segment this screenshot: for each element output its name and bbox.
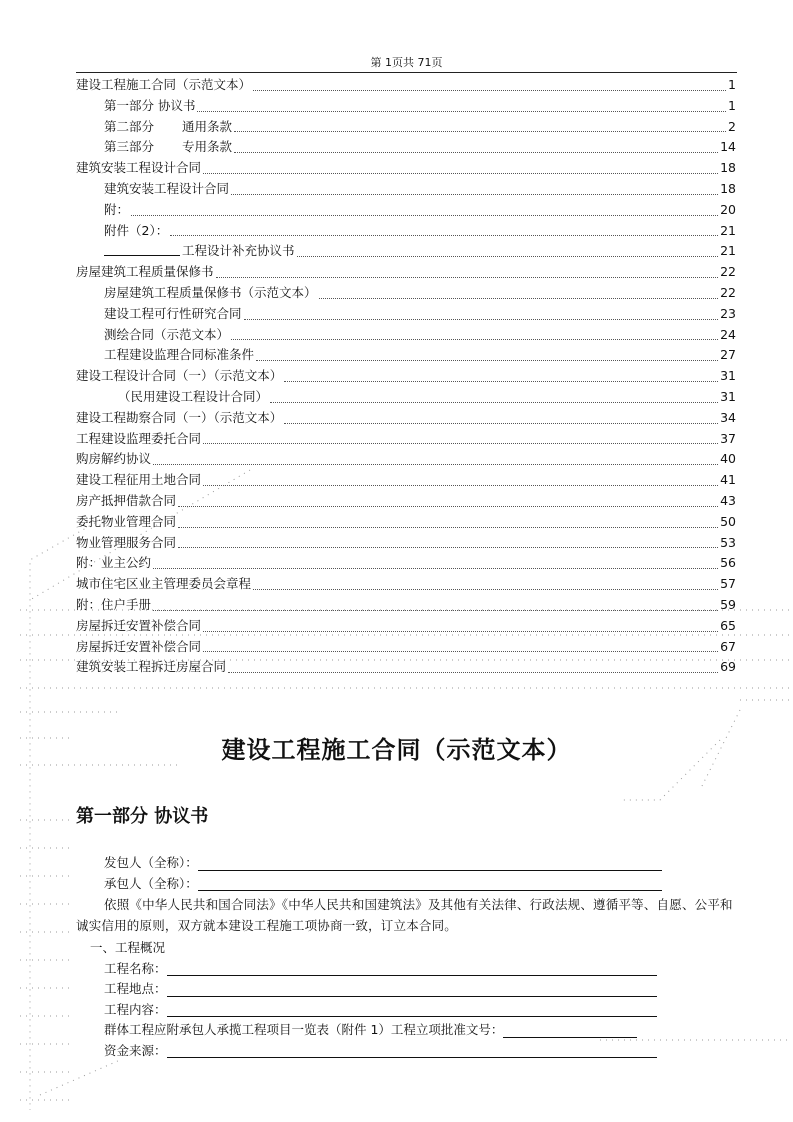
toc-page-number: 65 — [720, 617, 736, 633]
toc-page-number: 43 — [720, 492, 736, 508]
project-location-label: 工程地点： — [104, 981, 167, 996]
toc-entry-title-text: 房屋拆迁安置补偿合同 — [76, 638, 202, 654]
toc-entry[interactable] — [76, 345, 736, 366]
toc-entry-title — [118, 387, 268, 408]
toc-dot-leader — [231, 338, 718, 340]
toc-page-number: 21 — [720, 222, 736, 238]
toc-page-number: 31 — [720, 368, 736, 384]
page-header — [76, 56, 737, 73]
contractor-label: 承包人（全称）： — [104, 875, 198, 891]
toc-page-number: 56 — [720, 555, 736, 571]
toc-entry-title-text: （民用建设工程设计合同） — [118, 388, 269, 404]
project-name-blank[interactable] — [167, 961, 657, 976]
toc-entry-title — [76, 470, 201, 491]
project-content-line — [76, 1000, 736, 1021]
employer-blank[interactable] — [198, 856, 662, 871]
toc-dot-leader — [234, 151, 718, 153]
employer-line — [76, 853, 736, 874]
group-project-line — [76, 1020, 736, 1041]
toc-page-number: 34 — [720, 409, 736, 425]
toc-entry-title-text: 建设工程勘察合同（一）（示范文本） — [76, 409, 283, 425]
toc-dot-leader — [253, 588, 718, 590]
toc-dot-leader — [203, 650, 718, 652]
toc-dot-leader — [170, 234, 718, 236]
toc-entry-title-text: 建筑安装工程拆迁房屋合同 — [76, 659, 227, 675]
toc-entry-title-text: 附：住户手册 — [76, 596, 152, 612]
toc-entry-title — [76, 637, 201, 658]
toc-entry-title-text: 工程建设监理合同标准条件 — [104, 347, 255, 363]
toc-dot-leader — [153, 567, 718, 569]
toc-entry[interactable] — [76, 595, 736, 616]
toc-entry[interactable] — [76, 449, 736, 470]
toc-entry-title-text: 通用条款 — [182, 118, 233, 134]
toc-entry-title — [104, 221, 168, 242]
approval-number-blank[interactable] — [503, 1023, 637, 1038]
toc-page-number: 59 — [720, 596, 736, 612]
toc-dot-leader — [244, 318, 719, 320]
toc-page-number: 50 — [720, 513, 736, 529]
toc-entry[interactable] — [76, 470, 736, 491]
toc-entry-title-text: 附：业主公约 — [76, 555, 152, 571]
toc-page-number: 53 — [720, 534, 736, 550]
toc-dot-leader — [178, 526, 718, 528]
toc-entry[interactable] — [76, 75, 736, 96]
group-project-label: 群体工程应附承包人承揽工程项目一览表（附件 1）工程立项批准文号： — [104, 1022, 504, 1037]
toc-dot-leader — [178, 505, 718, 507]
toc-entry-title-text: 城市住宅区业主管理委员会章程 — [76, 576, 252, 592]
toc-entry-title — [104, 345, 254, 366]
toc-entry-title — [76, 574, 251, 595]
page-indicator: 第 1页共 71页 — [370, 56, 443, 69]
toc-dot-leader — [284, 380, 718, 382]
toc-page-number: 40 — [720, 451, 736, 467]
employer-label: 发包人（全称）： — [104, 855, 198, 870]
agreement-body — [76, 853, 736, 1061]
toc-entry[interactable] — [76, 137, 736, 158]
funding-source-blank[interactable] — [167, 1043, 657, 1058]
toc-dot-leader — [197, 110, 726, 112]
toc-entry-title-text: 建筑安装工程设计合同 — [76, 160, 202, 176]
contractor-blank[interactable] — [198, 876, 662, 891]
toc-entry[interactable] — [76, 512, 736, 533]
toc-entry-title — [104, 96, 195, 117]
toc-entry-title — [76, 512, 176, 533]
toc-page-number: 22 — [720, 264, 736, 280]
toc-dot-leader — [203, 442, 718, 444]
toc-entry-title — [76, 616, 201, 637]
toc-entry-title — [104, 325, 229, 346]
toc-entry[interactable] — [76, 158, 736, 179]
toc-entry[interactable] — [76, 553, 736, 574]
toc-entry-title — [76, 449, 151, 470]
toc-dot-leader — [231, 193, 718, 195]
toc-entry-title-text: 工程建设监理委托合同 — [76, 430, 202, 446]
toc-entry-title-text: 房产抵押借款合同 — [76, 492, 177, 508]
toc-entry[interactable] — [76, 574, 736, 595]
toc-entry-title-text: 建设工程设计合同（一）（示范文本） — [76, 368, 283, 384]
toc-entry-title-text: 第三部分 — [104, 139, 155, 155]
toc-page-number: 67 — [720, 638, 736, 654]
toc-entry-title — [104, 117, 232, 138]
toc-dot-leader — [256, 359, 718, 361]
toc-entry[interactable] — [76, 221, 736, 242]
toc-entry-title — [76, 408, 282, 429]
toc-entry-title — [76, 553, 151, 574]
toc-entry[interactable] — [76, 117, 736, 138]
toc-entry-title-text: 附件（2）： — [104, 222, 169, 238]
toc-page-number: 57 — [720, 576, 736, 592]
project-content-blank[interactable] — [167, 1002, 657, 1017]
toc-entry[interactable] — [76, 304, 736, 325]
toc-entry-title — [76, 366, 282, 387]
toc-page-number: 69 — [720, 659, 736, 675]
toc-entry[interactable] — [76, 387, 736, 408]
toc-entry[interactable] — [76, 241, 736, 262]
toc-entry-title — [104, 200, 129, 221]
toc-page-number: 37 — [720, 430, 736, 446]
toc-entry-title-text: 建设工程可行性研究合同 — [104, 305, 242, 321]
toc-entry-title-text: 工程设计补充协议书 — [182, 243, 295, 259]
toc-entry-title-text: 第二部分 — [104, 118, 155, 134]
funding-source-label: 资金来源： — [104, 1042, 167, 1058]
toc-page-number: 1 — [728, 97, 736, 113]
toc-dot-leader — [153, 609, 718, 611]
toc-entry-title — [104, 241, 295, 262]
toc-page-number: 21 — [720, 243, 736, 259]
toc-dot-leader — [234, 130, 726, 132]
toc-entry-title-text: 建设工程施工合同（示范文本） — [76, 77, 252, 92]
toc-dot-leader — [319, 297, 719, 299]
toc-dot-leader — [131, 214, 718, 216]
toc-entry[interactable] — [76, 179, 736, 200]
toc-entry-title — [76, 429, 201, 450]
toc-entry-title-text: 房屋建筑工程质量保修书 — [76, 264, 214, 280]
toc-dot-leader — [203, 484, 718, 486]
toc-entry-title — [76, 595, 151, 616]
toc-entry[interactable] — [76, 366, 736, 387]
toc-page-number: 20 — [720, 201, 736, 217]
toc-page-number: 1 — [728, 77, 736, 92]
project-location-blank[interactable] — [167, 982, 657, 997]
toc-entry-title-text: 第一部分 协议书 — [104, 97, 196, 113]
toc-entry-title-text: 测绘合同（示范文本） — [104, 326, 230, 342]
funding-source-line — [76, 1041, 736, 1062]
project-content-label: 工程内容： — [104, 1001, 167, 1017]
toc-entry-title — [76, 533, 176, 554]
intro-paragraph: 依照《中华人民共和国合同法》《中华人民共和国建筑法》及其他有关法律、行政法规、遵循平等、自愿、公平和诚实信用的原则，双方就本建设工程施工项协商一致，订立本合同。 — [76, 897, 733, 933]
toc-dot-leader — [297, 255, 719, 257]
toc-entry-title-text: 建设工程征用土地合同 — [76, 472, 202, 488]
section1-title: 一、工程概况 — [90, 940, 166, 955]
contractor-line — [76, 874, 736, 895]
toc-entry-title-text: 购房解约协议 — [76, 451, 152, 467]
toc-page-number: 31 — [720, 388, 736, 404]
toc-entry-title — [104, 137, 232, 158]
table-of-contents — [76, 75, 736, 678]
toc-dot-leader — [228, 671, 718, 673]
toc-entry[interactable] — [76, 657, 736, 678]
toc-entry-title-text: 建筑安装工程设计合同 — [104, 180, 230, 196]
toc-entry-title-text: 附： — [104, 201, 130, 217]
project-location-line — [76, 979, 736, 1000]
toc-entry-title-text: 房屋拆迁安置补偿合同 — [76, 617, 202, 633]
toc-entry-title — [104, 283, 317, 304]
toc-entry[interactable] — [76, 96, 736, 117]
toc-dot-leader — [270, 401, 718, 403]
toc-page-number: 23 — [720, 305, 736, 321]
toc-dot-leader — [216, 276, 719, 278]
toc-entry-title — [76, 262, 214, 283]
toc-entry[interactable] — [76, 616, 736, 637]
toc-entry[interactable] — [76, 283, 736, 304]
toc-entry[interactable] — [76, 262, 736, 283]
toc-entry-title-text: 专用条款 — [182, 139, 233, 155]
toc-page-number: 18 — [720, 180, 736, 196]
toc-entry[interactable] — [76, 200, 736, 221]
toc-page-number: 41 — [720, 472, 736, 488]
toc-entry[interactable] — [76, 533, 736, 554]
toc-page-number: 22 — [720, 284, 736, 300]
toc-dot-leader — [253, 89, 726, 91]
toc-entry-title-text: 房屋建筑工程质量保修书（示范文本） — [104, 284, 317, 300]
toc-entry[interactable] — [76, 429, 736, 450]
toc-blank-underline — [104, 243, 180, 256]
toc-entry[interactable] — [76, 491, 736, 512]
toc-page-number: 18 — [720, 160, 736, 176]
toc-entry-title-text: 物业管理服务合同 — [76, 534, 177, 550]
toc-entry[interactable] — [76, 325, 736, 346]
project-name-label: 工程名称： — [104, 960, 167, 976]
toc-entry-title — [76, 491, 176, 512]
part-title: 第一部分 协议书 — [76, 806, 209, 827]
toc-entry-title — [104, 179, 229, 200]
toc-entry-title — [76, 657, 226, 678]
toc-entry-title — [76, 158, 201, 179]
toc-dot-leader — [203, 630, 718, 632]
toc-entry-title — [76, 75, 251, 96]
toc-dot-leader — [203, 172, 718, 174]
document-title: 建设工程施工合同（示范文本） — [221, 735, 572, 764]
toc-entry[interactable] — [76, 408, 736, 429]
toc-entry-title-text: 委托物业管理合同 — [76, 513, 177, 529]
toc-entry-title — [104, 304, 242, 325]
project-name-line — [76, 959, 736, 980]
toc-dot-leader — [284, 422, 718, 424]
toc-page-number: 27 — [720, 347, 736, 363]
toc-page-number: 2 — [728, 118, 736, 134]
toc-dot-leader — [178, 546, 718, 548]
toc-dot-leader — [153, 463, 718, 465]
toc-page-number: 24 — [720, 326, 736, 342]
toc-entry[interactable] — [76, 637, 736, 658]
toc-page-number: 14 — [720, 139, 736, 155]
